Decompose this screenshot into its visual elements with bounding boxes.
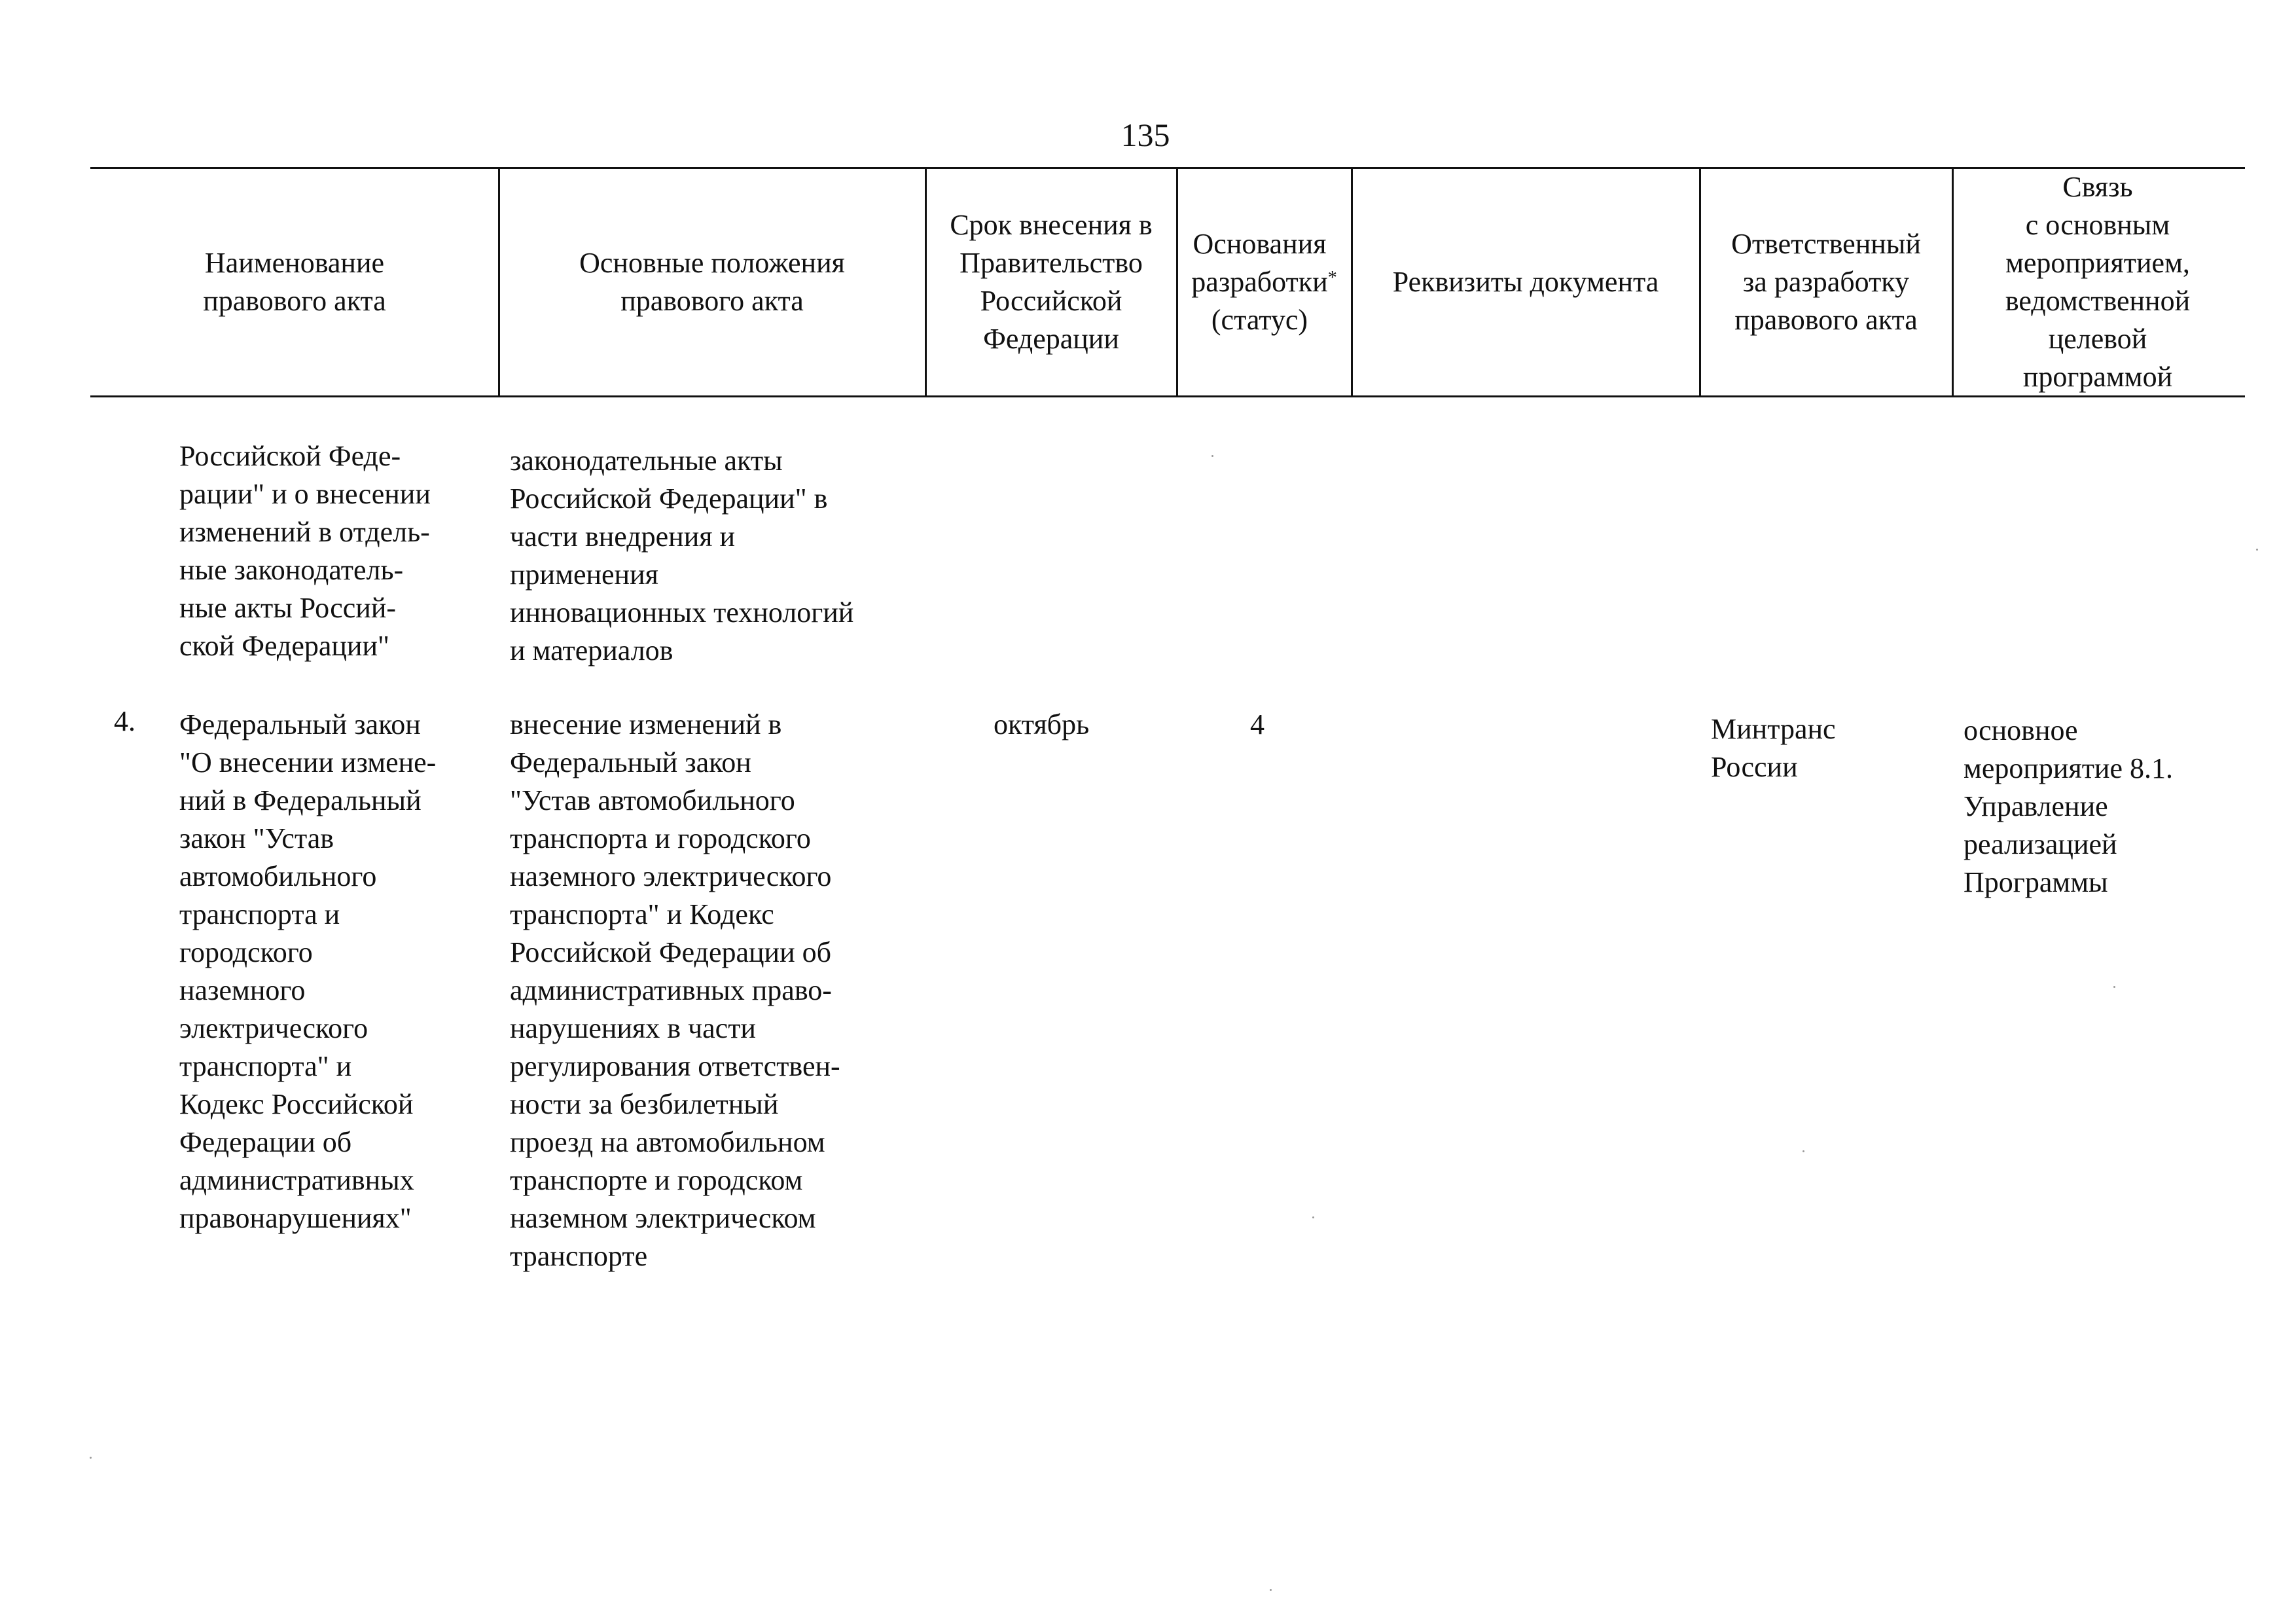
header-bottom-rule (90, 395, 2245, 397)
scan-speck (1312, 1216, 1314, 1218)
row-number: 4. (114, 705, 135, 737)
header-basis (1178, 169, 1350, 395)
row-name: Российской Феде- рации" и о внесении изменений в отдель- ные законодатель- ные акты Россий- ской Федерации" (179, 440, 431, 662)
header-details: Реквизиты документа (1392, 266, 1659, 298)
scan-speck (90, 1457, 92, 1459)
page-number: 135 (1121, 117, 1170, 153)
scan-speck (1270, 1589, 1272, 1591)
scan-speck (2256, 549, 2258, 551)
header-link: Связь с основным мероприятием, ведомственной целевой программой (2005, 171, 2191, 393)
header-provisions: Основные положения правового акта (579, 247, 845, 317)
row-deadline: октябрь (994, 708, 1090, 740)
row-basis: 4 (1250, 708, 1265, 740)
scan-speck (2113, 986, 2115, 988)
row-name: Федеральный закон "О внесении измене- ний в Федеральный закон "Устав автомобильного транспорта и городского наземного электрического транспорта" и Кодекс Российской Федерации об административных правонарушениях" (179, 708, 437, 1234)
header-responsible: Ответственный за разработку правового акта (1731, 228, 1921, 336)
row-provisions: законодательные акты Российской Федерации" в части внедрения и применения инновационных технологий и материалов (510, 445, 854, 666)
row-responsible: Минтранс России (1711, 713, 1836, 783)
row-link: основное мероприятие 8.1. Управление реализацией Программы (1964, 714, 2174, 898)
scan-speck (1803, 1150, 1804, 1152)
header-name: Наименование правового акта (203, 247, 386, 317)
header-deadline: Срок внесения в Правительство Российской Федерации (950, 209, 1153, 355)
header-basis-text: Основания разработки (статус) (1191, 228, 1328, 336)
row-provisions: внесение изменений в Федеральный закон "Устав автомобильного транспорта и городского наземного электрического транспорта" и Кодекс Российской Федерации об административных право- нарушениях в части регулирования ответствен- ности за безбилетный проезд на автомобильном транспорте и городском наземном электрическом транспорте (510, 708, 840, 1272)
scan-speck (1211, 455, 1213, 457)
footnote-mark: * (1327, 268, 1337, 288)
